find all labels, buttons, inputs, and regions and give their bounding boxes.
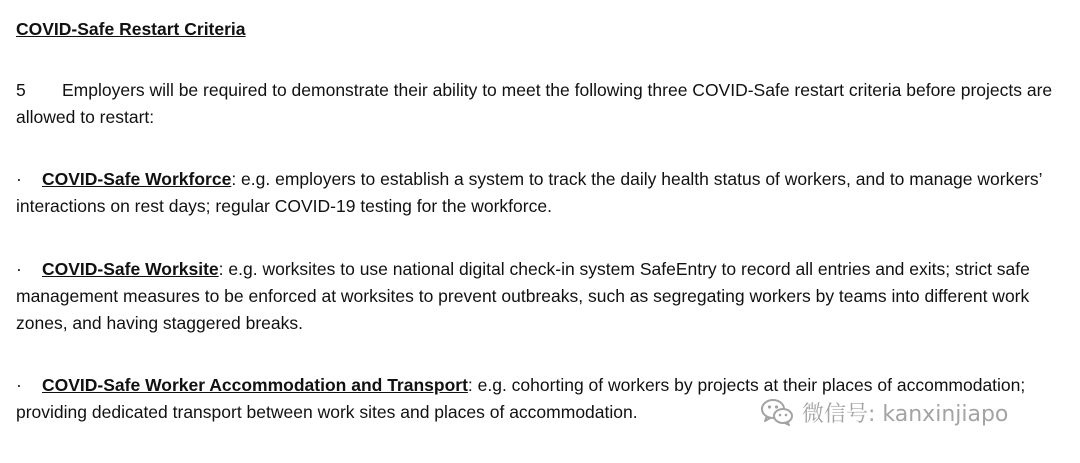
paragraph-number: 5 [16,80,26,100]
bullet-text: : e.g. worksites to use national digital check-in system SafeEntry to record all entries and exits; strict safe management measures to be enforced at worksites to prevent outbreaks, such as segregating workers by teams into different work zones, and having staggered breaks. [16,259,1030,333]
bullet-term: COVID-Safe Workforce [42,169,232,189]
bullet-term: COVID-Safe Worksite [42,259,219,279]
watermark [760,394,1008,430]
bullet-marker: · [16,375,22,395]
watermark-text: 微信号: kanxinjiapo [802,401,1009,427]
bullet-item-worksite [16,256,1066,337]
bullet-item-workforce [16,166,1066,220]
bullet-marker: · [16,259,22,279]
intro-text: Employers will be required to demonstrate their ability to meet the following three COVID-Safe restart criteria before projects are allowed to restart: [16,80,1053,127]
bullet-marker: · [16,169,22,189]
bullet-text: : e.g. cohorting of workers by projects at their places of accommodation; providing dedicated transport between work sites and places of accommodation. [16,375,1026,422]
section-heading: COVID-Safe Restart Criteria [16,19,246,39]
intro-paragraph [16,77,1066,131]
wechat-icon [760,397,794,427]
bullet-text: : e.g. employers to establish a system to track the daily health status of workers, and to manage workers’ interactions on rest days; regular COVID-19 testing for the workforce. [16,169,1042,216]
bullet-term: COVID-Safe Worker Accommodation and Transport [42,375,468,395]
